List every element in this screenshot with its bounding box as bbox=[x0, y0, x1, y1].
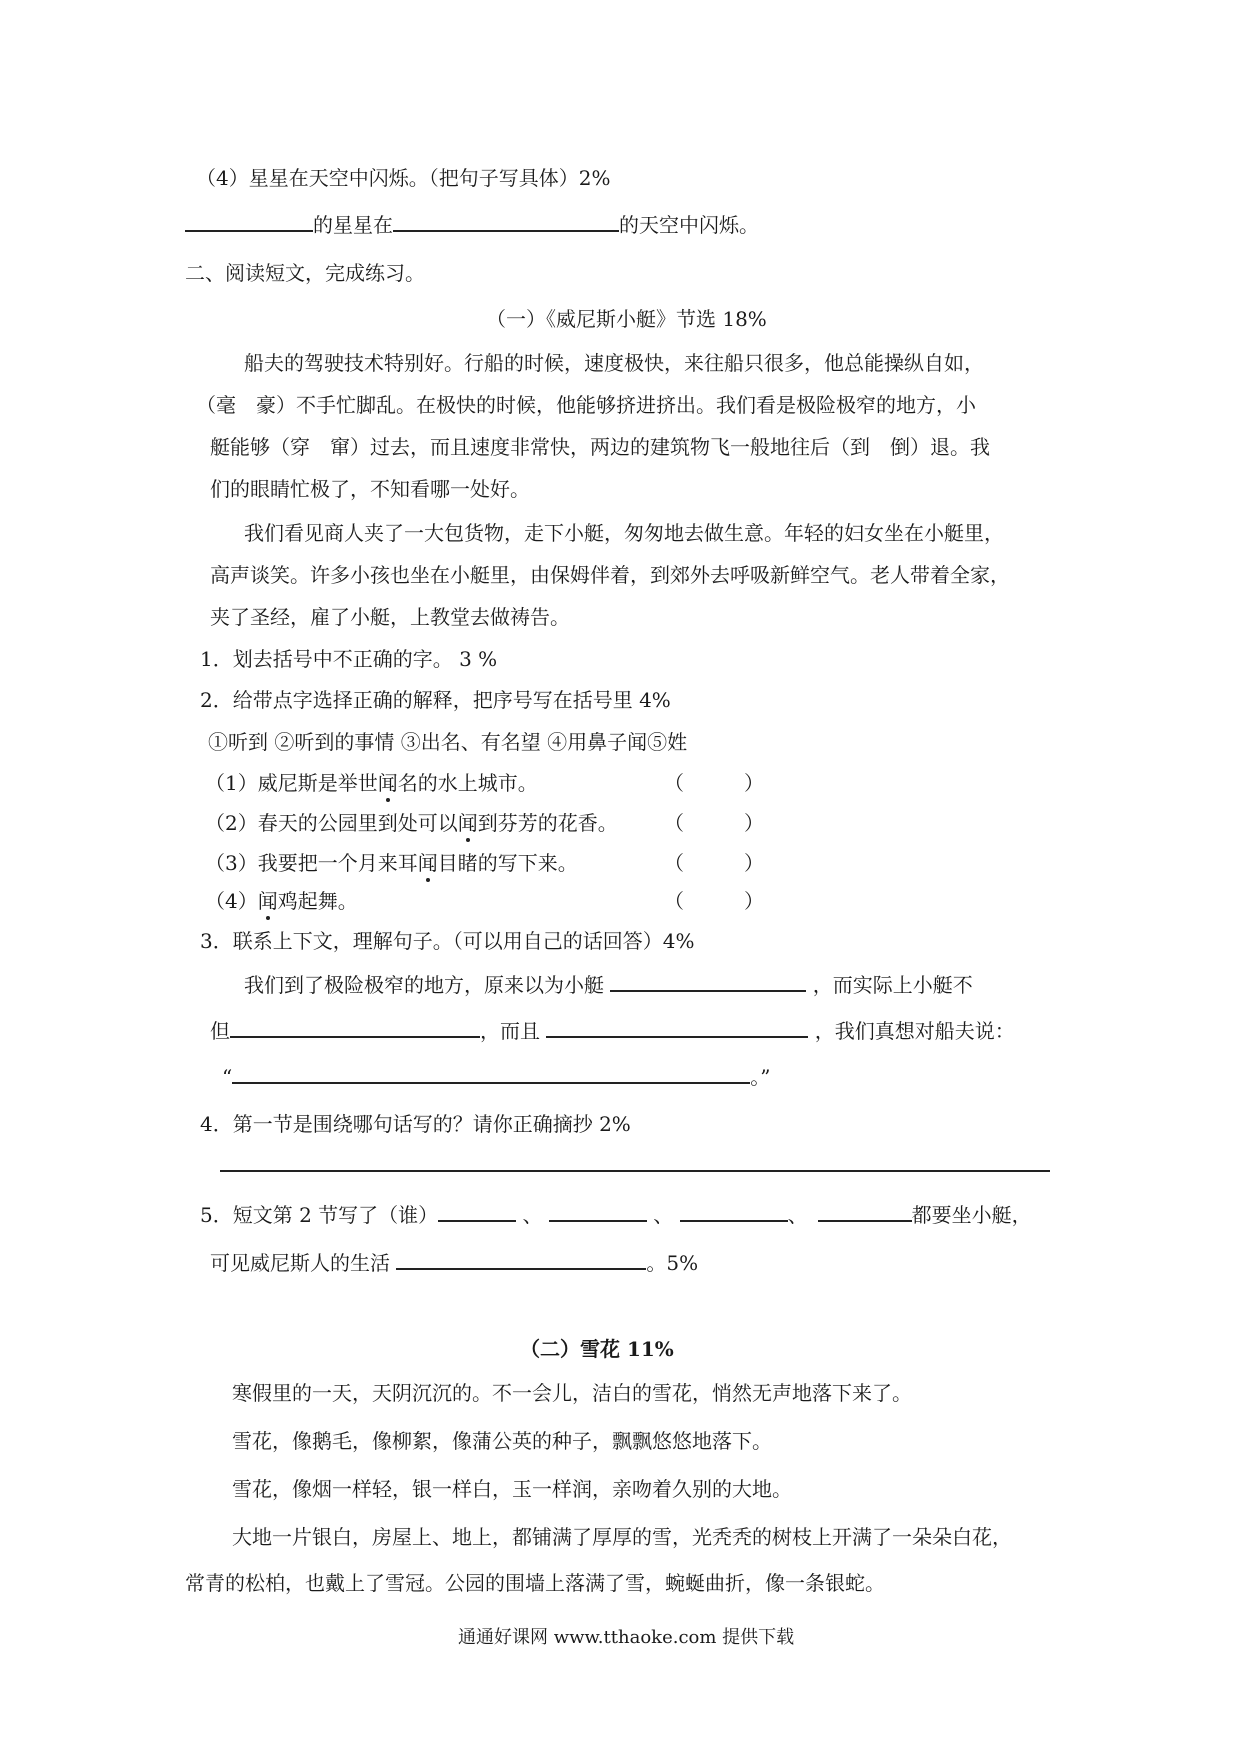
q5-line2: 可见威尼斯人的生活 。5% bbox=[210, 1248, 698, 1278]
q5-line1: 5．短文第 2 节写了（谁） 、 、 、 都要坐小艇， bbox=[200, 1200, 1032, 1230]
dotted-char: 闻 bbox=[377, 771, 398, 795]
answer-blank[interactable] bbox=[185, 210, 313, 232]
section-heading: 二、阅读短文，完成练习。 bbox=[185, 261, 425, 285]
q4-sentence-prompt: （4）星星在天空中闪烁。（把句子写具体）2% bbox=[196, 166, 611, 190]
answer-blank[interactable] bbox=[393, 210, 619, 232]
q4-fill-line: 的星星在 的天空中闪烁。 bbox=[185, 210, 759, 240]
answer-paren[interactable]: （ ） bbox=[664, 771, 764, 795]
answer-blank[interactable] bbox=[549, 1200, 647, 1222]
passage1-title: （一）《威尼斯小艇》节选 18% bbox=[486, 307, 767, 331]
q3-line3: “ 。” bbox=[222, 1062, 770, 1092]
answer-blank[interactable] bbox=[546, 1016, 808, 1038]
dotted-char: 闻 bbox=[257, 889, 278, 913]
passage1-text: 我们看见商人夹了一大包货物，走下小艇，匆匆地去做生意。年轻的妇女坐在小艇里， bbox=[244, 521, 1004, 545]
passage1-text: 船夫的驾驶技术特别好。行船的时候，速度极快，来往船只很多，他总能操纵自如， bbox=[244, 351, 984, 375]
answer-blank[interactable] bbox=[610, 970, 806, 992]
passage2-title: （二）雪花 11% bbox=[520, 1337, 674, 1361]
q3-line2: 但 ，而且 ，我们真想对船夫说： bbox=[210, 1016, 1015, 1046]
answer-blank[interactable] bbox=[818, 1200, 912, 1222]
answer-paren[interactable]: （ ） bbox=[664, 851, 764, 875]
dotted-char: 闻 bbox=[417, 851, 438, 875]
passage2-text: 大地一片银白，房屋上、地上，都铺满了厚厚的雪，光秃秃的树枝上开满了一朵朵白花， bbox=[232, 1525, 1012, 1549]
answer-blank[interactable] bbox=[230, 1016, 480, 1038]
q2-item: （1）威尼斯是举世闻名的水上城市。 bbox=[205, 771, 538, 795]
passage2-text: 雪花，像烟一样轻，银一样白，玉一样润，亲吻着久别的大地。 bbox=[232, 1477, 792, 1501]
answer-paren[interactable]: （ ） bbox=[664, 811, 764, 835]
answer-blank[interactable] bbox=[680, 1200, 788, 1222]
question-3: 3．联系上下文，理解句子。（可以用自己的话回答）4% bbox=[200, 929, 695, 953]
passage2-text: 雪花，像鹅毛，像柳絮，像蒲公英的种子，飘飘悠悠地落下。 bbox=[232, 1429, 772, 1453]
q2-item: （3）我要把一个月来耳闻目睹的写下来。 bbox=[205, 851, 578, 875]
passage1-text: 夹了圣经，雇了小艇，上教堂去做祷告。 bbox=[210, 605, 570, 629]
passage1-text: 艇能够（穿 窜）过去，而且速度非常快，两边的建筑物飞一般地往后（到 倒）退。我 bbox=[210, 435, 990, 459]
passage1-text: 高声谈笑。许多小孩也坐在小艇里，由保姆伴着，到郊外去呼吸新鲜空气。老人带着全家， bbox=[210, 563, 1010, 587]
question-1: 1．划去括号中不正确的字。 3 % bbox=[200, 647, 498, 671]
question-2: 2．给带点字选择正确的解释，把序号写在括号里 4% bbox=[200, 688, 671, 712]
q2-item: （4）闻鸡起舞。 bbox=[205, 889, 358, 913]
answer-blank[interactable] bbox=[232, 1062, 750, 1084]
q2-options: ①听到 ②听到的事情 ③出名、有名望 ④用鼻子闻⑤姓 bbox=[208, 730, 688, 754]
answer-paren[interactable]: （ ） bbox=[664, 889, 764, 913]
q3-line1: 我们到了极险极窄的地方，原来以为小艇 ，而实际上小艇不 bbox=[244, 970, 973, 1000]
passage1-text: 们的眼睛忙极了，不知看哪一处好。 bbox=[210, 477, 530, 501]
passage1-text: （毫 豪）不手忙脚乱。在极快的时候，他能够挤进挤出。我们看是极险极窄的地方，小 bbox=[196, 393, 976, 417]
passage2-text: 寒假里的一天，天阴沉沉的。不一会儿，洁白的雪花，悄然无声地落下来了。 bbox=[232, 1381, 912, 1405]
q2-item: （2）春天的公园里到处可以闻到芬芳的花香。 bbox=[205, 811, 618, 835]
answer-blank[interactable] bbox=[438, 1200, 516, 1222]
passage2-text: 常青的松柏，也戴上了雪冠。公园的围墙上落满了雪，蜿蜒曲折，像一条银蛇。 bbox=[185, 1571, 885, 1595]
dotted-char: 闻 bbox=[457, 811, 478, 835]
footer-text: 通通好课网 www.tthaoke.com 提供下载 bbox=[458, 1627, 795, 1648]
answer-blank[interactable] bbox=[396, 1248, 646, 1270]
answer-blank[interactable] bbox=[220, 1152, 1050, 1172]
question-4: 4．第一节是围绕哪句话写的？请你正确摘抄 2% bbox=[200, 1112, 631, 1136]
